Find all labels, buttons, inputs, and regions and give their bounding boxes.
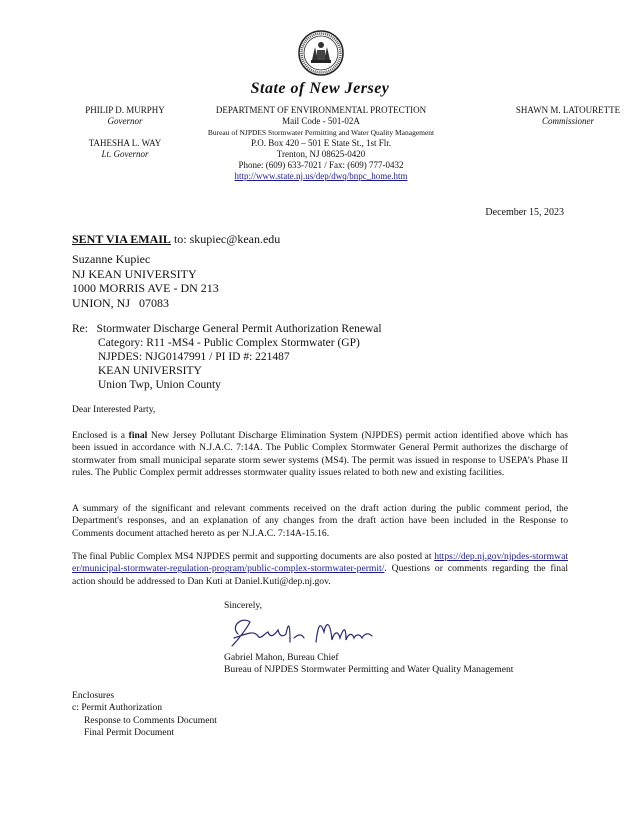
address-line: NJ KEAN UNIVERSITY (72, 266, 197, 281)
header-right (506, 105, 630, 127)
re-label: Re: (72, 323, 88, 335)
re-detail-line: Union Twp, Union County (98, 379, 221, 391)
signatory-block (224, 652, 513, 677)
state-seal-icon (298, 30, 344, 76)
governor-name: PHILIP D. MURPHY (85, 105, 165, 115)
re-details (98, 336, 360, 392)
city-line: Trenton, NJ 08625-0420 (276, 149, 366, 159)
paragraph-1-text-rest: New Jersey Pollutant Discharge Elimination System (NJPDES) permit action identified above which has been issued in accordance with N.J.A.C. 7:14A. The Public Complex Stormwater General Permit authorizes the discharge of stormwater from small municipal separate storm sewer systems (MS4). The permit was issued in response to USEPA’s Phase II rules. The Public Complex permit addresses stormwater quality issues related to both new and existing facilities. (72, 430, 568, 478)
paragraph-2: A summary of the significant and relevant comments received on the draft action during the public comment period, the Department's responses, and an explanation of any changes from the draft action have been included in the Response to Comments document attached hereto as per N.J.A.C. 7:14A-15.16. (72, 503, 568, 539)
letter-date: December 15, 2023 (485, 207, 564, 218)
permit-url-link[interactable]: https://dep.nj.gov/njpdes-stormwater/municipal-stormwater-regulation-program/public-complex-stormwater-permit/ (72, 551, 568, 575)
signatory-bureau: Bureau of NJPDES Stormwater Permitting and Water Quality Management (224, 664, 514, 676)
paragraph-3 (72, 551, 568, 588)
phone-line: Phone: (609) 633-7021 / Fax: (609) 777-0432 (238, 160, 404, 170)
lt-governor-name: TAHESHA L. WAY (88, 138, 162, 148)
lt-governor-title: Lt. Governor (101, 149, 149, 159)
governor-title: Governor (107, 116, 143, 126)
commissioner-title: Commissioner (541, 116, 594, 126)
cc-line: c: Permit Authorization (72, 702, 163, 714)
department-name: DEPARTMENT OF ENVIRONMENTAL PROTECTION (215, 105, 427, 115)
state-title: State of New Jersey (250, 80, 390, 97)
enclosures-block (72, 690, 217, 739)
sincerely: Sincerely, (224, 600, 263, 611)
paragraph-1 (72, 430, 568, 479)
re-line (72, 322, 382, 336)
re-detail-line: Category: R11 -MS4 - Public Complex Stormwater (GP) (98, 337, 360, 349)
commissioner-name: SHAWN M. LATOURETTE (515, 105, 621, 115)
signature-image (224, 612, 374, 650)
header-left (72, 105, 178, 160)
recipient-email: to: skupiec@kean.edu (170, 232, 281, 246)
address-line: UNION, NJ 07083 (72, 295, 169, 310)
re-detail-line: NJPDES: NJG0147991 / PI ID #: 221487 (98, 351, 290, 363)
address-line: Suzanne Kupiec (72, 252, 151, 266)
paragraph-3-text: The final Public Complex MS4 NJPDES permit and supporting documents are also posted at (72, 551, 435, 562)
enclosure-item: Response to Comments Document (84, 714, 217, 726)
salutation: Dear Interested Party, (72, 404, 156, 415)
mail-code: Mail Code - 501-02A (282, 116, 360, 126)
signatory-name: Gabriel Mahon, Bureau Chief (224, 652, 339, 663)
po-box: P.O. Box 420 – 501 E State St., 1st Flr. (250, 138, 392, 148)
re-subject: Stormwater Discharge General Permit Authorization Renewal (96, 323, 382, 335)
bureau-name: Bureau of NJPDES Stormwater Permitting and Water Quality Management (207, 128, 435, 137)
address-line: 1000 MORRIS AVE - DN 213 (72, 281, 219, 295)
final-emphasis: final (128, 430, 148, 441)
recipient-address (72, 252, 219, 310)
header-center (180, 105, 462, 182)
enclosures-title: Enclosures (72, 690, 115, 701)
enclosure-item: Final Permit Document (84, 726, 175, 738)
paragraph-3-text-rest: . Questions or comments regarding the final action should be addressed to Dan Kuti at Daniel.Kuti@dep.nj.gov. (72, 563, 568, 587)
sent-via-email-line (72, 232, 280, 247)
re-detail-line: KEAN UNIVERSITY (98, 365, 202, 377)
paragraph-1-text: Enclosed is a (72, 430, 129, 441)
department-url-link[interactable]: http://www.state.nj.us/dep/dwq/bnpc_home.htm (234, 171, 408, 181)
sent-via-email-label: SENT VIA EMAIL (72, 232, 171, 246)
